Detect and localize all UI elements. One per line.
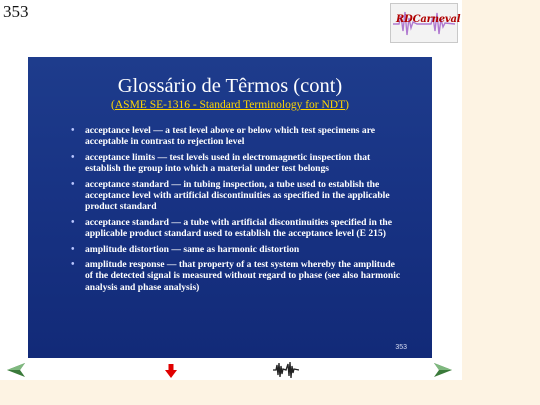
home-logo-button[interactable] (273, 361, 299, 379)
bullet-icon: • (71, 216, 75, 228)
next-slide-button[interactable] (434, 363, 452, 377)
glossary-item (68, 259, 404, 293)
left-arrow-icon (7, 363, 25, 377)
right-arrow-icon (434, 363, 452, 377)
glossary-list (68, 125, 404, 297)
slide (28, 57, 432, 358)
bullet-icon: • (71, 243, 75, 255)
previous-slide-button[interactable] (7, 363, 25, 377)
glossary-item-text: amplitude distortion — same as harmonic distortion (85, 243, 300, 255)
bullet-icon: • (71, 259, 75, 271)
bullet-icon: • (71, 125, 75, 136)
waveform-logo-icon (273, 361, 299, 379)
slide-title: Glossário de Têrmos (cont) (117, 75, 343, 97)
glossary-item-text: acceptance standard — a tube with artificial discontinuities specified in the applicable product standard used to establish the acceptance level (E 215) (85, 216, 392, 240)
glossary-item-text: acceptance standard — in tubing inspection, a tube used to establish the acceptance level with artificial discontinuities as specified in the applicable product standard (85, 178, 390, 213)
logo-text: RDCarneval (396, 14, 461, 25)
bullet-icon: • (71, 151, 75, 163)
glossary-item-text: acceptance level — a test level above or below which test specimens are acceptable in contrast to rejection level (85, 125, 376, 148)
glossary-item (68, 244, 404, 255)
glossary-item (68, 179, 404, 213)
glossary-item-text: acceptance limits — test levels used in electromagnetic inspection that establish the group into which a material under test belongs (85, 151, 371, 175)
glossary-item (68, 217, 404, 240)
slide-subtitle (28, 99, 432, 111)
bullet-icon: • (71, 178, 75, 190)
down-button[interactable] (165, 364, 177, 378)
slide-number: 353 (395, 344, 407, 351)
glossary-item (68, 125, 404, 148)
glossary-item-text: amplitude response — that property of a test system whereby the amplitude of the detected signal is measured without regard to phase (see also harmonic analysis and phase analysis) (85, 259, 401, 293)
subtitle-close-paren: ) (345, 99, 349, 111)
glossary-item (68, 152, 404, 175)
rd-carneval-logo (390, 3, 461, 43)
asme-standard-link[interactable]: ASME SE-1316 - Standard Terminology for NDT (114, 99, 346, 111)
down-arrow-icon (165, 364, 177, 378)
subtitle-open-paren: ( (111, 99, 115, 111)
page-number: 353 (3, 2, 29, 21)
